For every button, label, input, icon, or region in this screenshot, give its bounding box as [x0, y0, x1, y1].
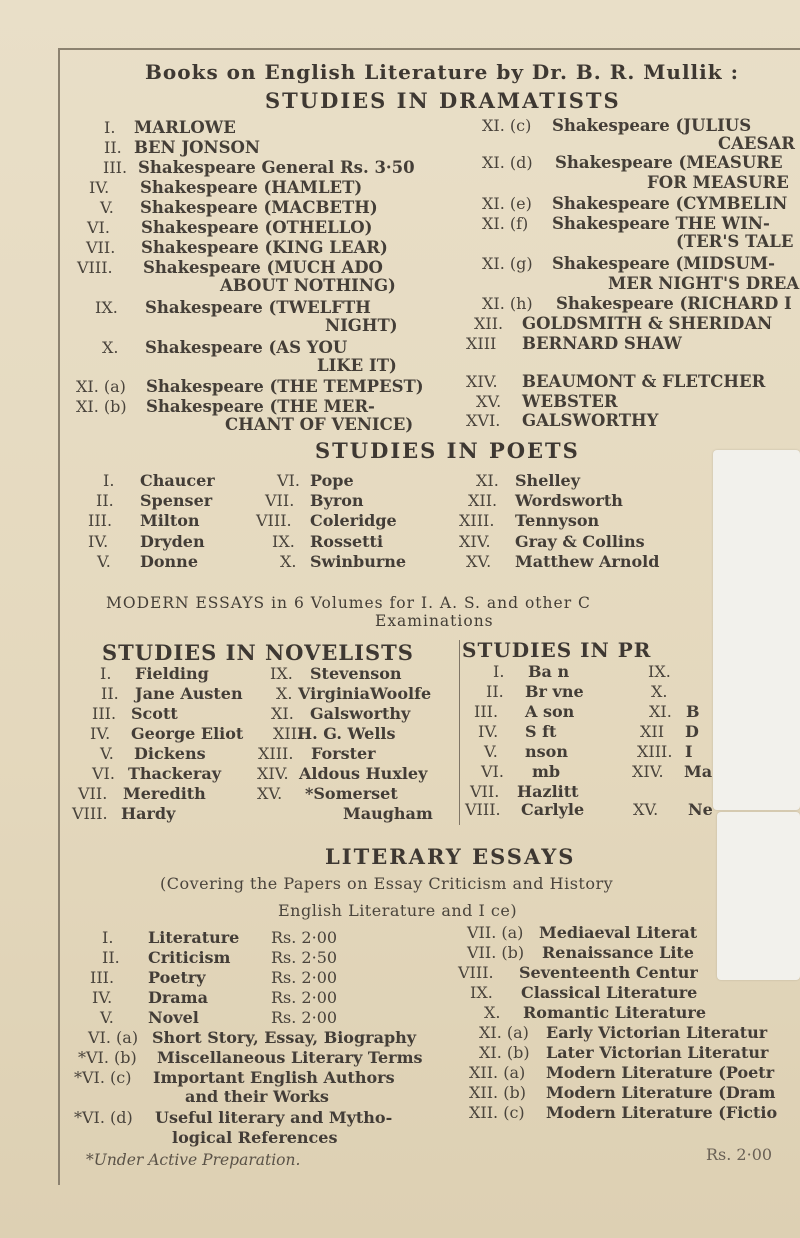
dramatist-entry-cont: LIKE IT) — [317, 356, 397, 375]
poet-name: Chaucer — [140, 471, 215, 490]
dramatist-number: II. — [104, 138, 122, 157]
paper-tear-upper — [713, 450, 800, 810]
dramatist-number: XV. — [476, 392, 502, 411]
dramatist-entry: Shakespeare General Rs. 3·50 — [138, 158, 415, 177]
poet-number: I. — [103, 471, 115, 490]
price-tail: Rs. 2·00 — [706, 1145, 773, 1164]
essay-title: Modern Literature (Poetr — [546, 1063, 775, 1082]
dramatist-number: XI. (e) — [482, 194, 532, 213]
novelist-name: Galsworthy — [310, 704, 411, 723]
essay-title: Novel — [148, 1008, 199, 1027]
page-title: Books on English Literature by Dr. B. R. Mullik : — [145, 60, 739, 84]
dramatist-number: XI. (d) — [482, 153, 533, 172]
dramatist-entry: BEN JONSON — [134, 138, 260, 157]
dramatist-entry: WEBSTER — [522, 392, 618, 411]
essay-title: Useful literary and Mytho- — [155, 1108, 393, 1127]
dramatist-number: IV. — [89, 178, 110, 197]
essay-title: Drama — [148, 988, 208, 1007]
novelist-number: VIII. — [72, 804, 108, 823]
dramatist-number: I. — [104, 118, 116, 137]
essay-number: VII. (a) — [467, 923, 524, 942]
prose-name: Ne — [688, 800, 713, 819]
novelists-heading: STUDIES IN NOVELISTS — [102, 640, 414, 665]
novelist-name: Meredith — [123, 784, 206, 803]
dramatist-number: XI. (f) — [482, 214, 529, 233]
dramatist-entry: Shakespeare (TWELFTH — [145, 298, 371, 317]
novelist-number: X. — [276, 684, 293, 703]
novelist-name: *Somerset — [305, 784, 398, 803]
dramatist-entry: Shakespeare THE WIN- — [552, 214, 770, 233]
poet-number: X. — [280, 552, 297, 571]
essay-price: Rs. 2·50 — [271, 948, 338, 967]
essay-title: Short Story, Essay, Biography — [152, 1028, 417, 1047]
dramatist-number: VIII. — [77, 258, 113, 277]
dramatist-entry: Shakespeare (KING LEAR) — [141, 238, 388, 257]
modern-essays-examinations: Examinations — [375, 612, 494, 630]
essay-title: Modern Literature (Dram — [546, 1083, 776, 1102]
poet-number: IV. — [88, 532, 109, 551]
prose-number: V. — [484, 742, 498, 761]
novelist-number: XV. — [257, 784, 283, 803]
dramatist-entry: GALSWORTHY — [522, 411, 659, 430]
dramatist-number: IX. — [95, 298, 118, 317]
novelist-name: Forster — [311, 744, 376, 763]
prose-name: Hazlitt — [517, 782, 579, 801]
prose-number: VIII. — [465, 800, 501, 819]
poet-name: Matthew Arnold — [515, 552, 660, 571]
poet-number: XI. — [476, 471, 499, 490]
dramatist-number: XIV. — [466, 372, 498, 391]
novelist-name: Maugham — [343, 804, 433, 823]
novelist-number: II. — [101, 684, 119, 703]
prose-name: I — [685, 742, 693, 761]
essay-number: XII. (c) — [469, 1103, 525, 1122]
dramatist-entry: Shakespeare (THE MER- — [146, 397, 375, 416]
poet-name: Pope — [310, 471, 354, 490]
dramatist-entry: MARLOWE — [134, 118, 236, 137]
essay-price: Rs. 2·00 — [271, 1008, 338, 1027]
essay-title: Classical Literature — [521, 983, 698, 1002]
essay-number: XI. (a) — [479, 1023, 529, 1042]
prose-number: XIV. — [632, 762, 664, 781]
dramatist-entry: BERNARD SHAW — [522, 334, 682, 353]
novelist-name: Jane Austen — [135, 684, 243, 703]
novelist-name: Scott — [131, 704, 178, 723]
dramatist-entry-cont: CHANT OF VENICE) — [225, 415, 414, 434]
poet-number: XII. — [468, 491, 498, 510]
prose-name: Br vne — [525, 682, 584, 701]
prose-name: nson — [525, 742, 568, 761]
prose-name: Ba n — [528, 662, 570, 681]
prose-name: Carlyle — [521, 800, 585, 819]
novelist-number: IX. — [270, 664, 293, 683]
novelist-name: Fielding — [135, 664, 209, 683]
prose-number: I. — [493, 662, 505, 681]
prose-name: A son — [525, 702, 575, 721]
prose-number: IX. — [648, 662, 671, 681]
poets-heading: STUDIES IN POETS — [315, 438, 580, 463]
dramatist-entry: Shakespeare (RICHARD I — [556, 294, 792, 313]
essay-title: Later Victorian Literatur — [546, 1043, 769, 1062]
dramatist-entry: Shakespeare (THE TEMPEST) — [146, 377, 424, 396]
essay-title: Literature — [148, 928, 240, 947]
poet-number: VI. — [277, 471, 300, 490]
essay-number: *VI. (b) — [78, 1048, 137, 1067]
essay-title: Important English Authors — [153, 1068, 395, 1087]
novelist-name: Thackeray — [128, 764, 222, 783]
dramatist-number: VI. — [87, 218, 110, 237]
dramatist-number: VII. — [86, 238, 116, 257]
novelist-number: I. — [100, 664, 112, 683]
prose-number: II. — [486, 682, 504, 701]
prose-number: XIII. — [637, 742, 673, 761]
essay-number: *VI. (d) — [74, 1108, 133, 1127]
essay-number: III. — [90, 968, 115, 987]
poet-number: II. — [96, 491, 114, 510]
dramatist-entry-cont: MER NIGHT'S DREA — [608, 274, 800, 293]
essay-title-cont: logical References — [172, 1128, 338, 1147]
dramatist-number: XVI. — [466, 411, 501, 430]
prose-name: mb — [532, 762, 561, 781]
prose-name: Ma — [684, 762, 713, 781]
prose-name: D — [685, 722, 699, 741]
essay-title: Modern Literature (Fictio — [546, 1103, 778, 1122]
essay-number: XII. (b) — [469, 1083, 526, 1102]
dramatist-entry-cont: (TER'S TALE — [676, 232, 794, 251]
dramatist-entry-cont: ABOUT NOTHING) — [220, 276, 396, 295]
dramatist-entry: Shakespeare (AS YOU — [145, 338, 348, 357]
poet-name: Rossetti — [310, 532, 384, 551]
essay-number: IV. — [92, 988, 113, 1007]
dramatist-number: V. — [100, 198, 114, 217]
poet-name: Shelley — [515, 471, 580, 490]
dramatist-entry: Shakespeare (OTHELLO) — [141, 218, 373, 237]
dramatist-number: XI. (h) — [482, 294, 533, 313]
literary-subtitle-2: English Literature and I ce) — [278, 901, 518, 920]
prose-number: XI. — [649, 702, 672, 721]
paper-tear-lower — [717, 812, 800, 980]
dramatist-number: XI. (b) — [76, 397, 127, 416]
poet-name: Milton — [140, 511, 200, 530]
prose-name: B — [686, 702, 700, 721]
prose-heading: STUDIES IN PR — [462, 638, 652, 662]
essay-price: Rs. 2·00 — [271, 968, 338, 987]
essay-number: X. — [484, 1003, 501, 1022]
essay-title: Miscellaneous Literary Terms — [157, 1048, 423, 1067]
dramatist-number: XIII — [466, 334, 497, 353]
novelist-number: VI. — [92, 764, 115, 783]
essay-number: I. — [102, 928, 114, 947]
essay-title: Seventeenth Centur — [519, 963, 698, 982]
novelist-number: XIII. — [258, 744, 294, 763]
dramatists-heading: STUDIES IN DRAMATISTS — [265, 88, 621, 113]
novelist-number: V. — [100, 744, 114, 763]
essay-title: Romantic Literature — [523, 1003, 707, 1022]
prose-number: VII. — [470, 782, 500, 801]
poet-number: XV. — [466, 552, 492, 571]
prose-name: S ft — [525, 722, 557, 741]
novelist-number: XII. — [273, 724, 303, 743]
dramatist-number: III. — [103, 158, 128, 177]
novelist-name: Hardy — [121, 804, 176, 823]
novelist-name: Dickens — [134, 744, 206, 763]
dramatist-entry: GOLDSMITH & SHERIDAN — [522, 314, 773, 333]
essay-price: Rs. 2·00 — [271, 988, 338, 1007]
poet-number: IX. — [272, 532, 295, 551]
dramatist-number: XII. — [474, 314, 504, 333]
essay-title: Early Victorian Literatur — [546, 1023, 768, 1042]
prose-number: XV. — [633, 800, 659, 819]
dramatist-entry: Shakespeare (MEASURE — [555, 153, 783, 172]
dramatist-entry: Shakespeare (MACBETH) — [140, 198, 378, 217]
essay-price: Rs. 2·00 — [271, 928, 338, 947]
poet-number: XIV. — [459, 532, 491, 551]
dramatist-entry: Shakespeare (HAMLET) — [140, 178, 363, 197]
essay-number: II. — [102, 948, 120, 967]
dramatist-entry: Shakespeare (JULIUS — [552, 116, 752, 135]
poet-number: V. — [97, 552, 111, 571]
prose-number: IV. — [478, 722, 499, 741]
poet-name: Gray & Collins — [515, 532, 645, 551]
essay-title: Renaissance Lite — [542, 943, 694, 962]
essay-number: VI. (a) — [88, 1028, 139, 1047]
prose-number: XII — [640, 722, 665, 741]
novelist-name: VirginiaWoolfe — [298, 684, 432, 703]
dramatist-number: XI. (g) — [482, 254, 533, 273]
poet-number: XIII. — [459, 511, 495, 530]
prose-number: VI. — [481, 762, 504, 781]
essay-title: Poetry — [148, 968, 206, 987]
literary-heading: LITERARY ESSAYS — [325, 844, 576, 869]
dramatist-entry: BEAUMONT & FLETCHER — [522, 372, 766, 391]
dramatist-entry-cont: CAESAR — [718, 134, 795, 153]
dramatist-entry-cont: NIGHT) — [325, 316, 398, 335]
novelist-number: XIV. — [257, 764, 289, 783]
poet-number: VII. — [265, 491, 295, 510]
novelist-number: VII. — [78, 784, 108, 803]
literary-subtitle-1: (Covering the Papers on Essay Criticism and History — [160, 874, 614, 893]
poet-number: VIII. — [256, 511, 292, 530]
essay-title: Criticism — [148, 948, 231, 967]
poet-name: Tennyson — [515, 511, 600, 530]
novelist-number: III. — [92, 704, 117, 723]
novelist-name: Stevenson — [310, 664, 402, 683]
dramatist-number: XI. (c) — [482, 116, 532, 135]
dramatist-entry: Shakespeare (MIDSUM- — [552, 254, 775, 273]
essay-number: XI. (b) — [479, 1043, 530, 1062]
poet-number: III. — [88, 511, 113, 530]
novelist-number: IV. — [90, 724, 111, 743]
poet-name: Swinburne — [310, 552, 407, 571]
dramatist-number: XI. (a) — [76, 377, 126, 396]
essay-number: XII. (a) — [469, 1063, 526, 1082]
novelist-number: XI. — [271, 704, 294, 723]
essay-number: VIII. — [458, 963, 494, 982]
prose-number: X. — [651, 682, 668, 701]
poet-name: Dryden — [140, 532, 205, 551]
footnote: *Under Active Preparation. — [86, 1151, 301, 1169]
essay-number: IX. — [470, 983, 493, 1002]
column-divider — [459, 640, 460, 825]
dramatist-entry: Shakespeare (CYMBELIN — [552, 194, 788, 213]
novelist-name: H. G. Wells — [297, 724, 396, 743]
essay-number: V. — [100, 1008, 114, 1027]
poet-name: Spenser — [140, 491, 213, 510]
novelist-name: George Eliot — [131, 724, 244, 743]
essay-title: Mediaeval Literat — [539, 923, 698, 942]
poet-name: Byron — [310, 491, 364, 510]
novelist-name: Aldous Huxley — [299, 764, 428, 783]
essay-number: VII. (b) — [467, 943, 525, 962]
essay-title-cont: and their Works — [185, 1087, 329, 1106]
poet-name: Coleridge — [310, 511, 397, 530]
dramatist-entry-cont: FOR MEASURE — [647, 173, 789, 192]
poet-name: Donne — [140, 552, 198, 571]
poet-name: Wordsworth — [515, 491, 623, 510]
modern-essays-line: MODERN ESSAYS in 6 Volumes for I. A. S. and other C — [106, 594, 591, 612]
prose-number: III. — [474, 702, 499, 721]
dramatist-entry: Shakespeare (MUCH ADO — [143, 258, 383, 277]
dramatist-number: X. — [102, 338, 119, 357]
essay-number: *VI. (c) — [74, 1068, 132, 1087]
